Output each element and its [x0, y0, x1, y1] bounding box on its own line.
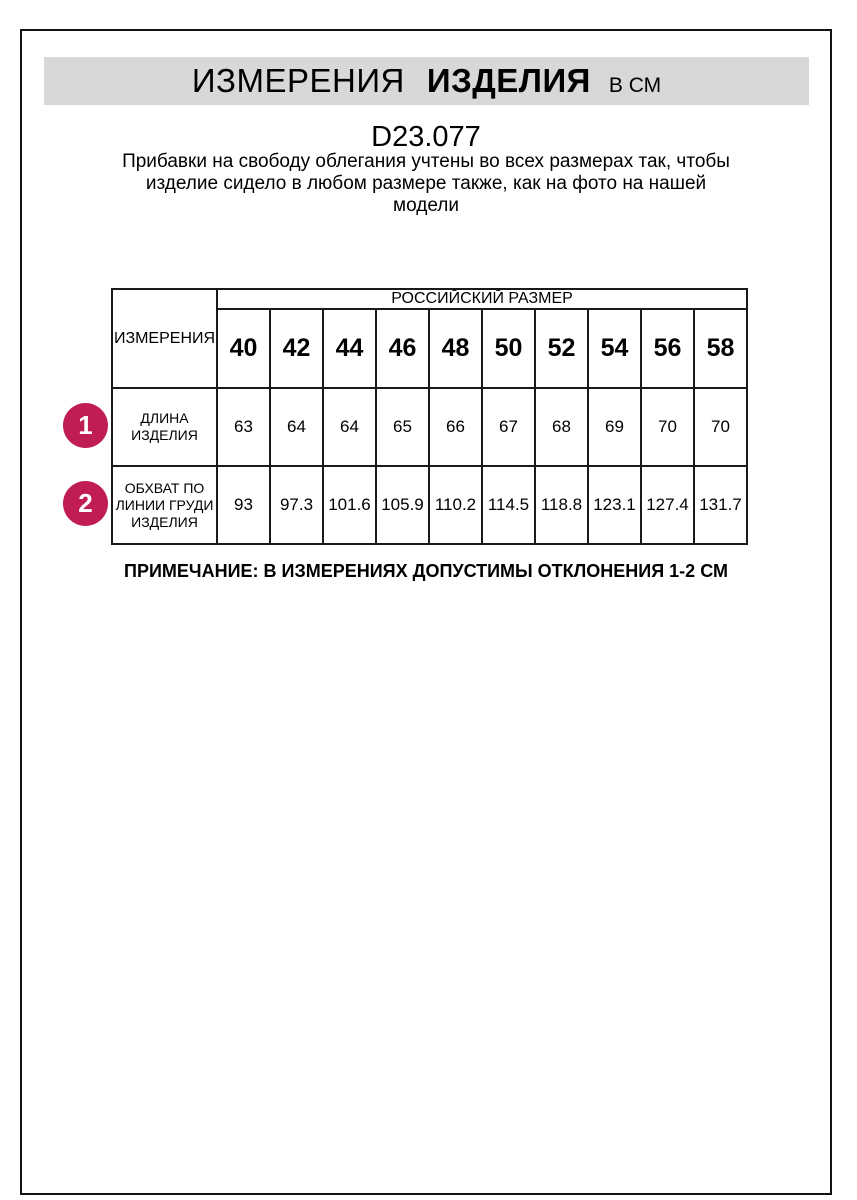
- value-cell: 97.3: [270, 466, 323, 544]
- title-units: В СМ: [608, 74, 662, 97]
- style-code: D23.077: [371, 121, 481, 153]
- row-label-length: ДЛИНА ИЗДЕЛИЯ: [112, 388, 217, 466]
- table-row-size-system: [112, 289, 747, 309]
- value-cell: 118.8: [535, 466, 588, 544]
- size-header-cell: 50: [482, 309, 535, 388]
- measurements-column-header: ИЗМЕРЕНИЯ: [112, 289, 217, 388]
- table-row-chest: [112, 466, 747, 544]
- size-header-cell: 54: [588, 309, 641, 388]
- table-row-length: [112, 388, 747, 466]
- value-cell: 64: [270, 388, 323, 466]
- value-cell: 64: [323, 388, 376, 466]
- value-cell: 69: [588, 388, 641, 466]
- description-line: Прибавки на свободу облегания учтены во всех размерах так, чтобы: [122, 151, 730, 172]
- size-header-cell: 52: [535, 309, 588, 388]
- value-cell: 93: [217, 466, 270, 544]
- title-measurements: ИЗМЕРЕНИЯ: [191, 62, 405, 99]
- value-cell: 70: [694, 388, 747, 466]
- value-cell: 65: [376, 388, 429, 466]
- description-line: изделие сидело в любом размере также, как на фото на нашей: [145, 173, 707, 194]
- size-header-cell: 56: [641, 309, 694, 388]
- value-cell: 114.5: [482, 466, 535, 544]
- size-header-cell: 46: [376, 309, 429, 388]
- value-cell: 68: [535, 388, 588, 466]
- row-number-badge-2: 2: [63, 481, 108, 526]
- title-product: ИЗДЕЛИЯ: [426, 62, 591, 99]
- size-header-cell: 40: [217, 309, 270, 388]
- value-cell: 110.2: [429, 466, 482, 544]
- row-label-chest: ОБХВАТ ПО ЛИНИИ ГРУДИ ИЗДЕЛИЯ: [112, 466, 217, 544]
- value-cell: 123.1: [588, 466, 641, 544]
- value-cell: 66: [429, 388, 482, 466]
- size-system-header: РОССИЙСКИЙ РАЗМЕР: [217, 289, 747, 309]
- size-header-cell: 44: [323, 309, 376, 388]
- row-number-badge-1: 1: [63, 403, 108, 448]
- value-cell: 105.9: [376, 466, 429, 544]
- description-line: модели: [393, 195, 459, 216]
- title-bar: [44, 57, 809, 105]
- size-header-cell: 42: [270, 309, 323, 388]
- value-cell: 67: [482, 388, 535, 466]
- value-cell: 63: [217, 388, 270, 466]
- size-header-cell: 48: [429, 309, 482, 388]
- tolerance-note: ПРИМЕЧАНИЕ: В ИЗМЕРЕНИЯХ ДОПУСТИМЫ ОТКЛОНЕНИЯ 1-2 СМ: [124, 561, 728, 581]
- size-header-cell: 58: [694, 309, 747, 388]
- measurements-table: [111, 288, 748, 545]
- value-cell: 101.6: [323, 466, 376, 544]
- value-cell: 127.4: [641, 466, 694, 544]
- description: [106, 151, 746, 217]
- value-cell: 70: [641, 388, 694, 466]
- value-cell: 131.7: [694, 466, 747, 544]
